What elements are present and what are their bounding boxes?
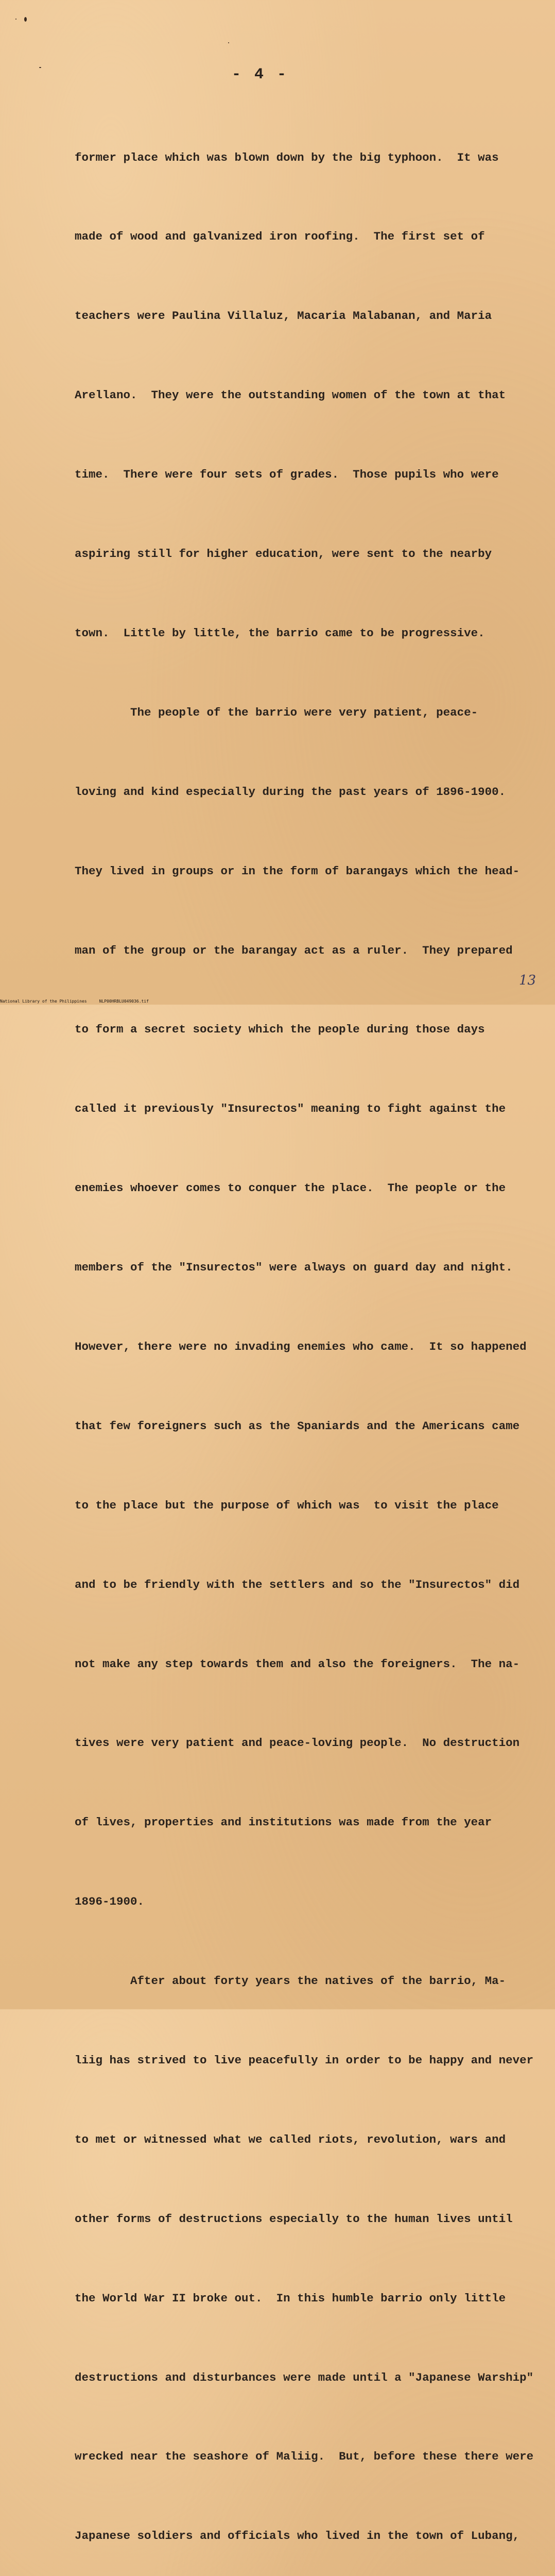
text-line: The people of the barrio were very patient, peace- [75, 705, 478, 719]
text-line: not make any step towards them and also the foreigners. The na- [75, 1657, 520, 1671]
text-line: After about forty years the natives of the barrio, Ma- [75, 1974, 506, 1988]
text-line: teachers were Paulina Villaluz, Macaria Malabanan, and Maria [75, 309, 492, 323]
text-line: destructions and disturbances were made until a "Japanese Warship" [75, 2370, 534, 2384]
text-line: Japanese soldiers and officials who lived in the town of Lubang, [75, 2529, 520, 2543]
text-line: However, there were no invading enemies who came. It so happened [75, 1340, 527, 1353]
text-line: man of the group or the barangay act as a ruler. They prepared [75, 943, 513, 957]
text-line: the World War II broke out. In this humble barrio only little [75, 2291, 506, 2305]
scan-caption: National Library of the Philippines NLP00HRBLU049036.tif [0, 999, 149, 1004]
text-line: to met or witnessed what we called riots, revolution, wars and [75, 2132, 506, 2146]
text-line: aspiring still for higher education, were sent to the nearby [75, 547, 492, 561]
text-line: of lives, properties and institutions was made from the year [75, 1816, 492, 1829]
text-line: called it previously "Insurectos" meaning to fight against the [75, 1102, 506, 1116]
text-line: 1896-1900. [75, 1895, 145, 1909]
text-line: former place which was blown down by the big typhoon. It was [75, 150, 499, 164]
text-line: They lived in groups or in the form of barangays which the head- [75, 864, 520, 878]
text-line: town. Little by little, the barrio came to be progressive. [75, 626, 485, 640]
text-line: enemies whoever comes to conquer the place. The people or the [75, 1181, 506, 1195]
text-line: to form a secret society which the people during those days [75, 1023, 485, 1037]
text-line: Arellano. They were the outstanding women of the town at that [75, 388, 506, 402]
text-line: other forms of destructions especially to the human lives until [75, 2212, 513, 2226]
text-line: made of wood and galvanized iron roofing. The first set of [75, 230, 485, 244]
handwritten-page-mark: 13 [519, 973, 536, 988]
text-line: and to be friendly with the settlers and so the "Insurectos" did [75, 1578, 520, 1591]
text-line: tives were very patient and peace-loving people. No destruction [75, 1736, 520, 1750]
page-number: - 4 - [231, 66, 288, 83]
text-line: members of the "Insurectos" were always on guard day and night. [75, 1261, 513, 1275]
text-line: liig has strived to live peacefully in order to be happy and never [75, 2053, 534, 2067]
text-line: that few foreigners such as the Spaniards and the Americans came [75, 1419, 520, 1433]
text-line: wrecked near the seashore of Maliig. But, before these there were [75, 2450, 534, 2464]
ink-speck [24, 17, 27, 22]
ink-speck [15, 19, 16, 20]
ink-speck [228, 42, 229, 43]
text-line: time. There were four sets of grades. Those pupils who were [75, 468, 499, 482]
text-line: to the place but the purpose of which was to visit the place [75, 1498, 499, 1512]
text-line: loving and kind especially during the past years of 1896-1900. [75, 785, 506, 799]
